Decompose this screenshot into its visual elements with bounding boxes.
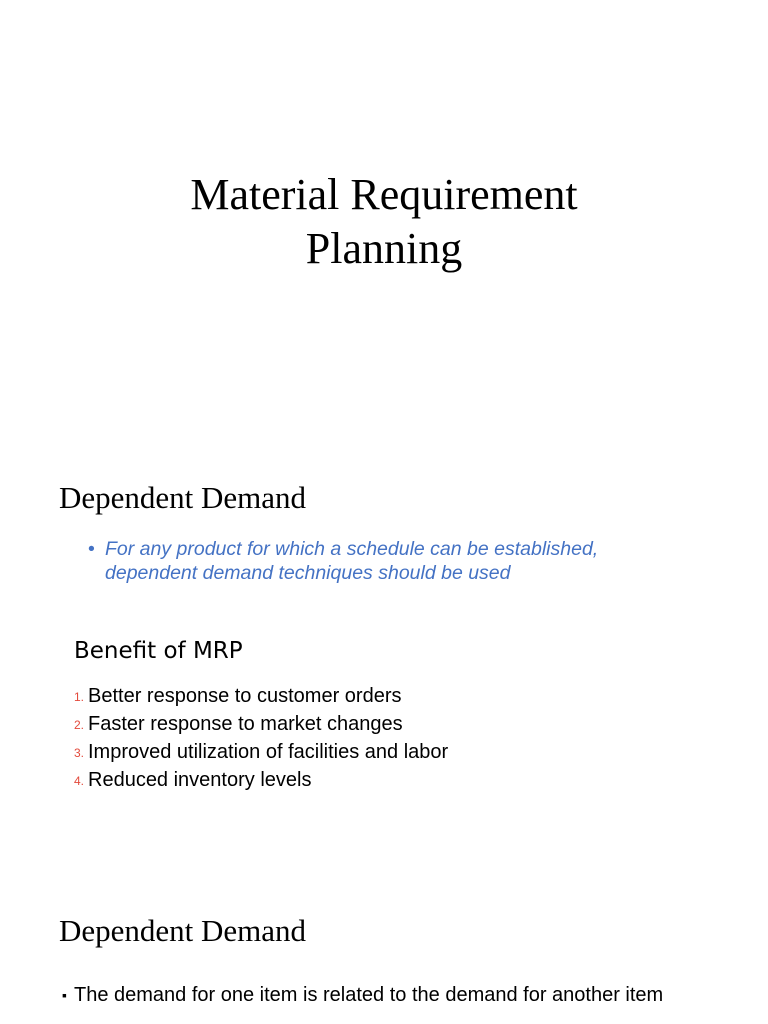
benefit-of-mrp-heading: Benefit of MRP	[74, 638, 243, 664]
list-item	[74, 683, 448, 711]
bullet-dot-icon: •	[88, 538, 95, 560]
title-line-1: Material Requirement	[190, 170, 578, 219]
relation-bullet-text: The demand for one item is related to the demand for another item	[74, 984, 664, 1006]
list-item-text: Improved utilization of facilities and labor	[88, 741, 449, 763]
title-slide	[0, 0, 768, 440]
schedule-bullet	[88, 537, 688, 585]
list-item-text: Reduced inventory levels	[88, 769, 312, 791]
list-item	[74, 739, 448, 767]
relation-bullet	[62, 983, 702, 1007]
presentation-title	[0, 168, 768, 276]
schedule-bullet-text: For any product for which a schedule can be established, dependent demand techniques should be used	[105, 538, 599, 584]
list-item-number: 2.	[74, 718, 85, 732]
benefit-list	[74, 683, 448, 795]
list-item	[74, 711, 448, 739]
dependent-demand-slide	[0, 440, 768, 880]
list-item-number: 3.	[74, 746, 85, 760]
title-line-2: Planning	[305, 224, 463, 273]
list-item-text: Faster response to market changes	[88, 713, 403, 735]
list-item-number: 4.	[74, 774, 85, 788]
dependent-demand-heading: Dependent Demand	[59, 480, 307, 515]
dependent-demand-definition-slide	[0, 880, 768, 1024]
dependent-demand-heading: Dependent Demand	[59, 913, 307, 948]
list-item	[74, 767, 448, 795]
list-item-number: 1.	[74, 690, 85, 704]
list-item-text: Better response to customer orders	[88, 685, 402, 707]
square-bullet-icon: ▪	[62, 987, 67, 1003]
